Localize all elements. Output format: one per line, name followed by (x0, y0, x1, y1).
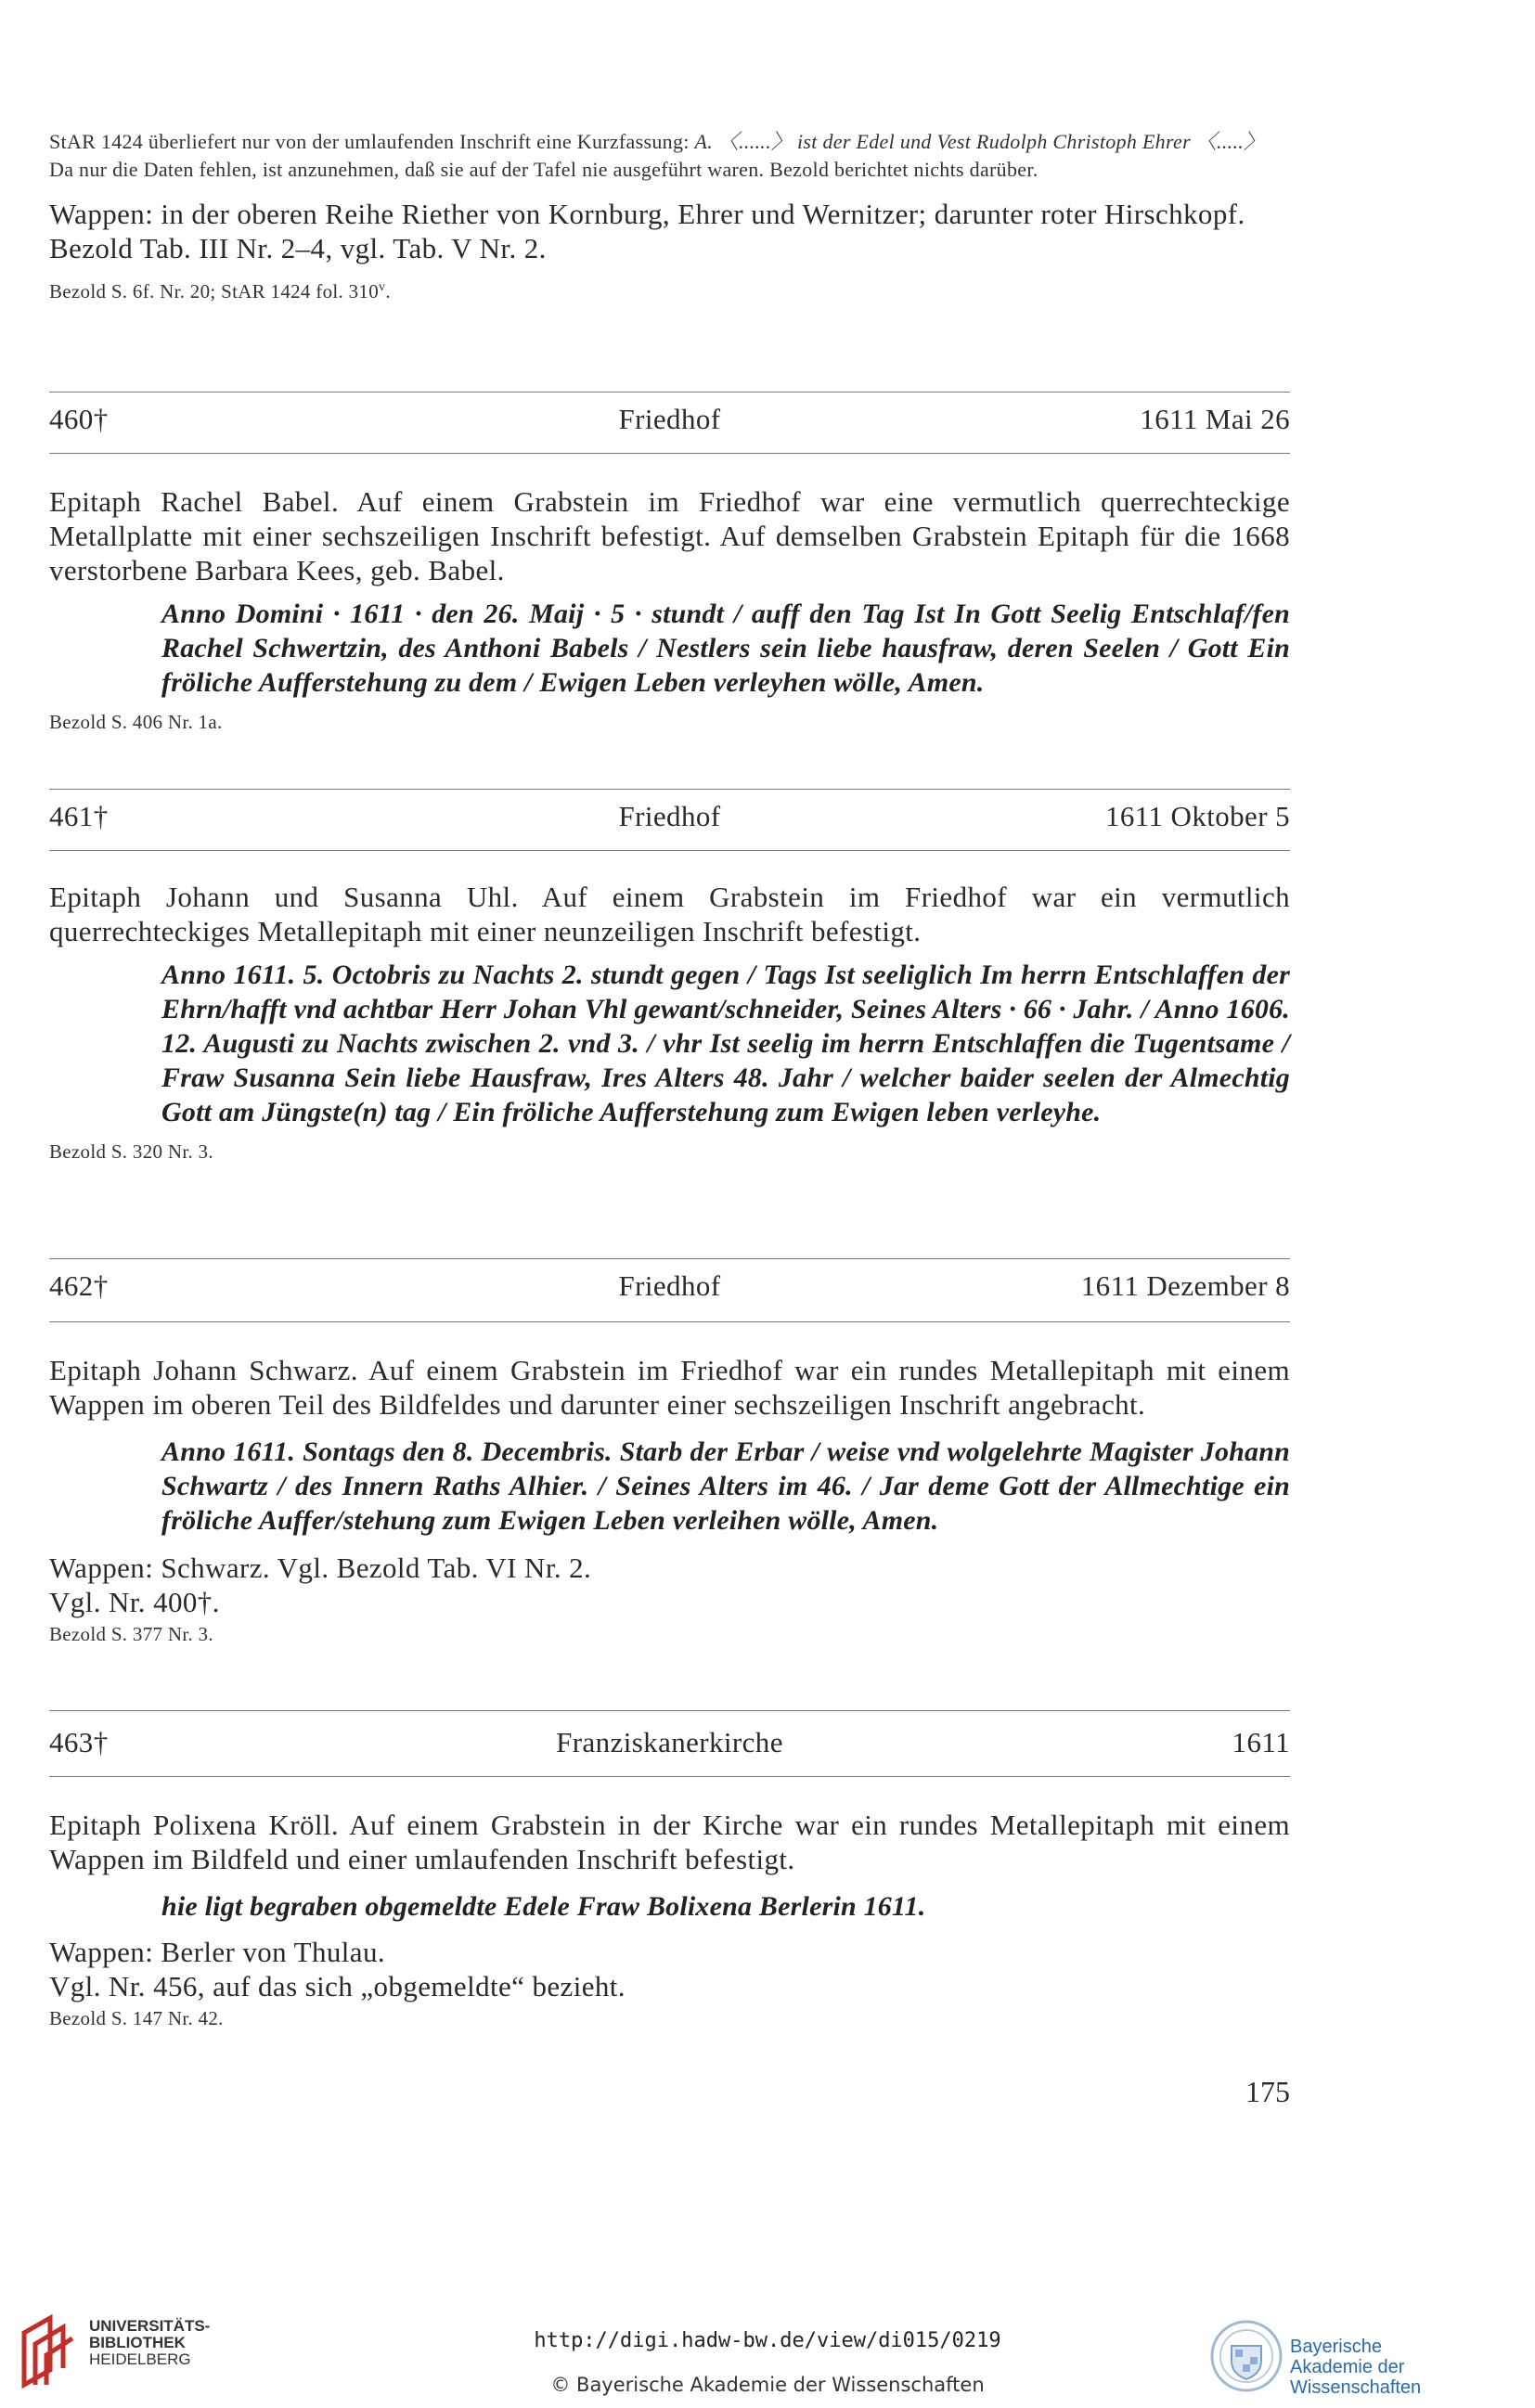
digitization-footer (0, 2301, 1535, 2408)
intro-note-text: StAR 1424 überliefert nur von der umlaufenden Inschrift eine Kurzfassung: (49, 130, 690, 153)
rule-463-bottom (49, 1776, 1290, 1777)
entry-date: 1611 Oktober 5 (1104, 800, 1290, 832)
rule-463-top (49, 1710, 1290, 1711)
entry-note: Vgl. Nr. 400†. (49, 1586, 220, 1618)
entry-body-461 (49, 880, 1290, 1165)
rule-460-bottom (49, 453, 1290, 454)
entry-note: Wappen: Berler von Thulau. (49, 1936, 386, 1968)
entry-description: Epitaph Johann und Susanna Uhl. Auf einem Grabstein im Friedhof war ein vermutlich querrechteckiges Metallepitaph mit einer neunzeiligen Inschrift befestigt. (49, 881, 1290, 947)
entry-location: Friedhof (618, 1269, 721, 1302)
entry-ref: Bezold S. 320 Nr. 3. (49, 1140, 213, 1163)
entry-number: 462† (49, 1269, 109, 1302)
academy-seal-icon[interactable] (1208, 2318, 1284, 2399)
entry-description: Epitaph Johann Schwarz. Auf einem Grabstein im Friedhof war ein rundes Metallepitaph mit einem Wappen im oberen Teil des Bildfeldes und darunter einer sechszeiligen Inschrift angebracht. (49, 1354, 1290, 1421)
entry-ref: Bezold S. 147 Nr. 42. (49, 2007, 224, 2029)
academy-name (1290, 2337, 1535, 2398)
rule-462-bottom (49, 1321, 1290, 1322)
entry-header-460 (49, 403, 1290, 440)
intro-notes (49, 128, 1290, 304)
entry-location: Friedhof (618, 403, 721, 435)
source-url-link[interactable]: http://digi.hadw-bw.de/view/di015/0219 (534, 2329, 1001, 2352)
intro-wappen: Wappen: in der oberen Reihe Riether von Kornburg, Ehrer und Wernitzer; darunter roter Hirschkopf. Bezold Tab. III Nr. 2–4, vgl. Tab. V Nr. 2. (49, 198, 1245, 264)
intro-ref-end: . (385, 280, 391, 303)
academy-line2: Akademie der Wissenschaften (1290, 2357, 1422, 2398)
academy-line1: Bayerische (1290, 2337, 1382, 2357)
intro-note-italic: A. 〈......〉 ist der Edel und Vest Rudolph Christoph Ehrer 〈.....〉 (694, 130, 1265, 153)
entry-inscription: Anno Domini · 1611 · den 26. Maij · 5 · stundt / auff den Tag Ist In Gott Seelig Entschlaf/fen Rachel Schwertzin, des Anthoni Babels / Nestlers sein liebe hausfraw, deren Seelen / Gott Ein fröliche Aufferstehung zu dem / Ewigen Leben verleyhen wölle, Amen. (161, 599, 1290, 698)
entry-body-460 (49, 484, 1290, 735)
entry-note: Wappen: Schwarz. Vgl. Bezold Tab. VI Nr. 2. (49, 1552, 592, 1584)
rule-461-bottom (49, 850, 1290, 851)
entry-number: 461† (49, 800, 109, 832)
entry-location: Friedhof (618, 800, 721, 832)
entry-date: 1611 Mai 26 (1140, 403, 1290, 435)
intro-ref (49, 275, 1290, 304)
entry-inscription: hie ligt begraben obgemeldte Edele Fraw Bolixena Berlerin 1611. (161, 1891, 926, 1922)
rule-461-top (49, 789, 1290, 790)
entry-description: Epitaph Polixena Kröll. Auf einem Grabstein in der Kirche war ein rundes Metallepitaph mit einem Wappen im Bildfeld und einer umlaufenden Inschrift befestigt. (49, 1809, 1290, 1875)
intro-note-line1 (49, 128, 1290, 156)
ub-line3: HEIDELBERG (89, 2350, 191, 2368)
entry-body-463 (49, 1808, 1290, 2031)
ub-line2: BIBLIOTHEK (89, 2334, 186, 2351)
rule-462-top (49, 1258, 1290, 1259)
entry-description: Epitaph Rachel Babel. Auf einem Grabstein im Friedhof war eine vermutlich querrechteckige Metallplatte mit einer sechszeiligen Inschrift befestigt. Auf demselben Grabstein Epitaph für die 1668 verstorbene Barbara Kees, geb. Babel. (49, 485, 1290, 586)
entry-body-462 (49, 1353, 1290, 1647)
entry-ref: Bezold S. 406 Nr. 1a. (49, 711, 223, 733)
entry-inscription: Anno 1611. Sontags den 8. Decembris. Starb der Erbar / weise vnd wolgelehrte Magister Johann Schwartz / des Innern Raths Alhier. / Seines Alters im 46. / Jar deme Gott der Allmechtige ein fröliche Auffer/stehung zum Ewigen Leben verleihen wölle, Amen. (161, 1436, 1290, 1536)
entry-number: 463† (49, 1726, 109, 1758)
entry-header-462 (49, 1269, 1290, 1307)
rule-460-top (49, 392, 1290, 393)
entry-date: 1611 Dezember 8 (1080, 1269, 1290, 1302)
entry-number: 460† (49, 403, 109, 435)
entry-header-463 (49, 1726, 1290, 1763)
entry-location: Franziskanerkirche (556, 1726, 783, 1758)
intro-note-line2: Da nur die Daten fehlen, ist anzunehmen, daß sie auf der Tafel nie ausgeführt waren. Bezold berichtet nichts darüber. (49, 158, 1038, 181)
entry-note: Vgl. Nr. 456, auf das sich „obgemeldte“ bezieht. (49, 1970, 626, 2002)
intro-ref-text: Bezold S. 6f. Nr. 20; StAR 1424 fol. 310 (49, 280, 380, 303)
entry-header-461 (49, 800, 1290, 837)
entry-inscription: Anno 1611. 5. Octobris zu Nachts 2. stundt gegen / Tags Ist seeliglich Im herrn Entschlaffen der Ehrn/hafft vnd achtbar Herr Johan Vhl gewant/schneider, Seines Alters · 66 · Jahr. / Anno 1606. 12. Augusti zu Nachts zwischen 2. vnd 3. / vhr Ist seelig im herrn Entschlaffen die Tugentsame / Fraw Susanna Sein liebe Hausfraw, Ires Alters 48. Jahr / welcher baider seelen der Almechtig Gott am Jüngste(n) tag / Ein fröliche Aufferstehung zum Ewigen leben verleyhe. (161, 959, 1290, 1127)
entry-date: 1611 (1232, 1726, 1290, 1758)
copyright-notice: © Bayerische Akademie der Wissenschaften (550, 2374, 985, 2396)
intro-ref-sup: v (379, 280, 386, 294)
ub-line1: UNIVERSITÄTS- (89, 2317, 211, 2335)
page-number: 175 (1245, 2075, 1290, 2108)
entry-ref: Bezold S. 377 Nr. 3. (49, 1623, 213, 1645)
